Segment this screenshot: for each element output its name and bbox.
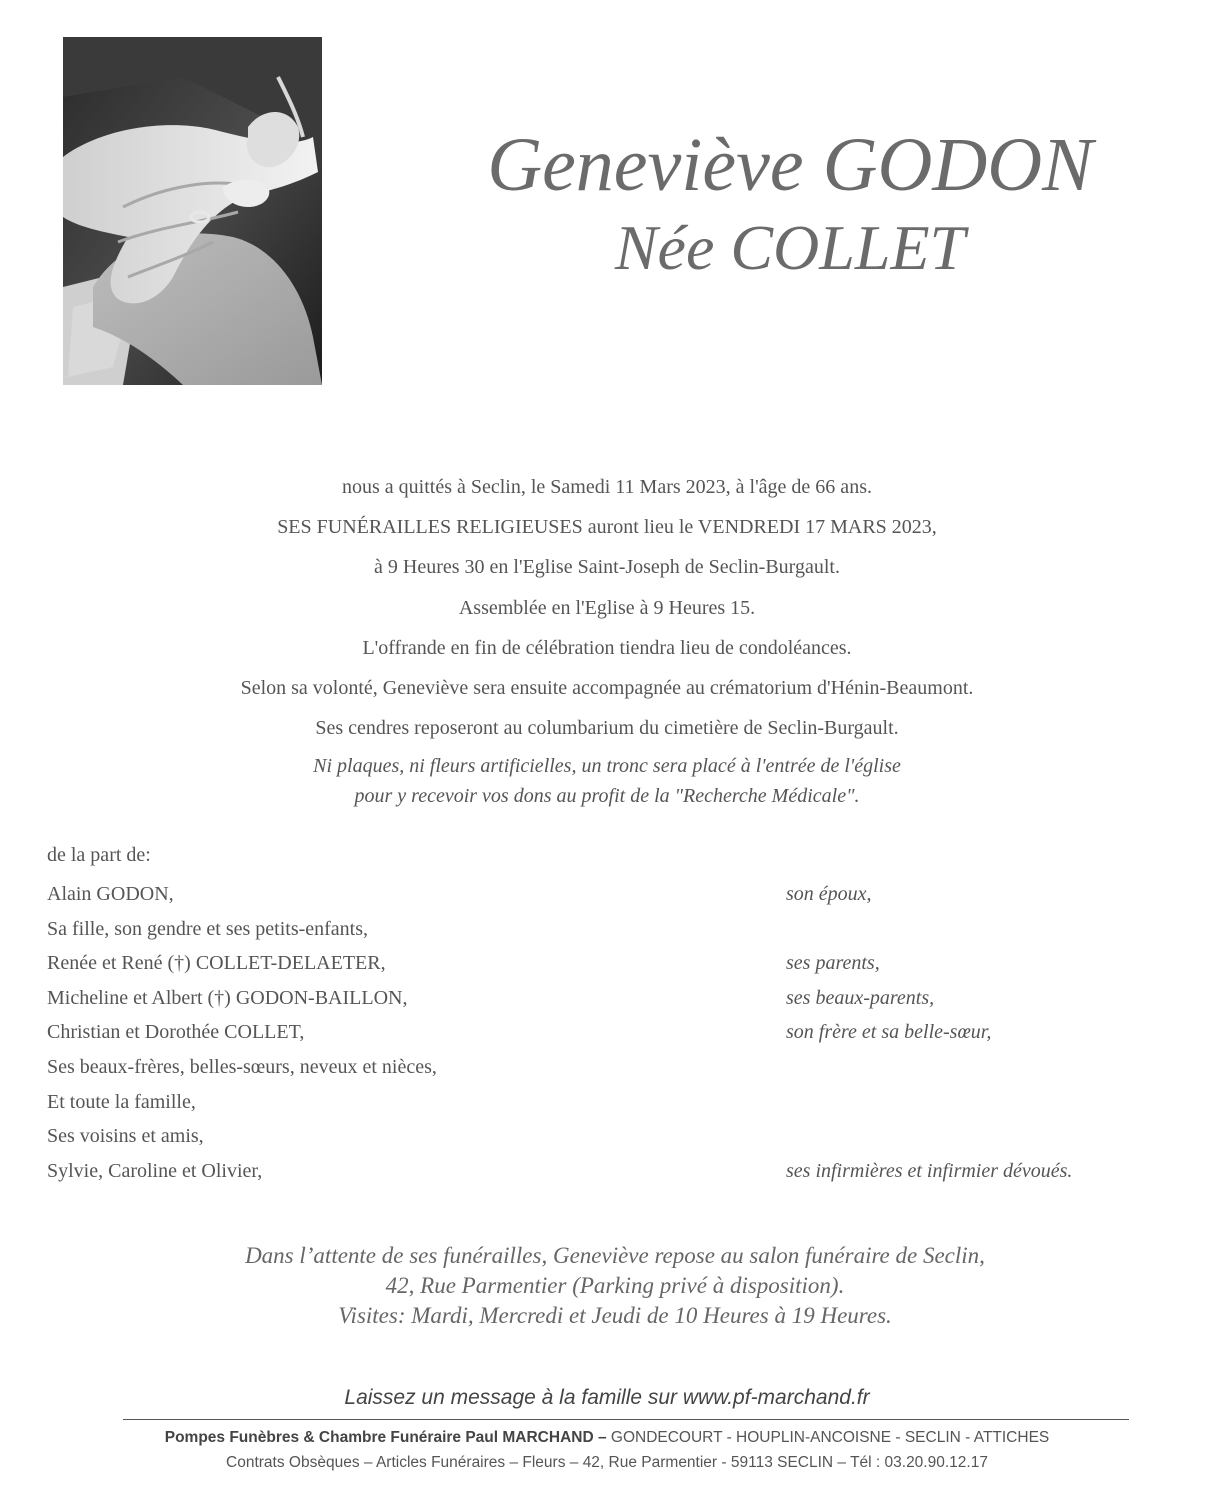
- announcement-line: Assemblée en l'Eglise à 9 Heures 15.: [458, 596, 756, 619]
- announcement-line: Ses cendres reposeront au columbarium du cimetière de Seclin-Burgault.: [315, 717, 899, 740]
- footer-company: [0, 1426, 1214, 1450]
- visitation-line: Dans l’attente de ses funérailles, Geneviève repose au salon funéraire de Seclin,: [245, 1243, 985, 1268]
- announcement-line: SES FUNÉRAILLES RELIGIEUSES auront lieu le VENDREDI 17 MARS 2023,: [277, 516, 937, 539]
- member-name: Sylvie, Caroline et Olivier,: [47, 1159, 263, 1182]
- member-name: Et toute la famille,: [47, 1090, 196, 1113]
- footer-divider: [123, 1419, 1129, 1420]
- member-name: Ses beaux-frères, belles-sœurs, neveux et nièces,: [47, 1055, 437, 1078]
- deceased-name: Geneviève GODON: [487, 123, 1093, 207]
- family-member-row: [47, 1085, 1167, 1120]
- member-name: Ses voisins et amis,: [47, 1125, 204, 1148]
- member-name: Christian et Dorothée COLLET,: [47, 1021, 305, 1044]
- member-name: Micheline et Albert (†) GODON-BAILLON,: [47, 986, 408, 1009]
- family-member-row: [47, 1119, 1167, 1154]
- announcement-line: à 9 Heures 30 en l'Eglise Saint-Joseph de Seclin-Burgault.: [374, 556, 840, 579]
- family-member-row: [47, 877, 1167, 912]
- visitation-line: Visites: Mardi, Mercredi et Jeudi de 10 Heures à 19 Heures.: [338, 1303, 892, 1328]
- member-relation: ses infirmières et infirmier dévoués.: [786, 1159, 1073, 1182]
- announcement-line: Selon sa volonté, Geneviève sera ensuite accompagnée au crématorium d'Hénin-Beaumont.: [240, 676, 974, 699]
- donation-note: Ni plaques, ni fleurs artificielles, un tronc sera placé à l'entrée de l'église: [313, 755, 901, 778]
- member-relation: ses parents,: [786, 952, 880, 975]
- company-name: Pompes Funèbres & Chambre Funéraire Paul MARCHAND –: [164, 1429, 607, 1446]
- company-locations: GONDECOURT - HOUPLIN-ANCOISNE - SECLIN - ATTICHES: [606, 1429, 1050, 1446]
- member-relation: son époux,: [786, 883, 872, 905]
- visitation-line: 42, Rue Parmentier (Parking privé à disposition).: [385, 1273, 845, 1298]
- family-member-row: [47, 1050, 1167, 1085]
- family-member-row: [47, 1154, 1167, 1189]
- member-relation: son frère et sa belle-sœur,: [786, 1021, 992, 1044]
- member-relation: ses beaux-parents,: [786, 986, 935, 1009]
- member-name: Sa fille, son gendre et ses petits-enfants,: [47, 917, 369, 940]
- member-name: Renée et René (†) COLLET-DELAETER,: [47, 952, 386, 975]
- member-name: Alain GODON,: [47, 883, 174, 905]
- announcement-line: nous a quittés à Seclin, le Samedi 11 Mars 2023, à l'âge de 66 ans.: [342, 476, 872, 498]
- family-member-row: [47, 912, 1167, 947]
- announcement: [0, 470, 1214, 811]
- message-link[interactable]: Laissez un message à la famille sur www.pf-marchand.fr: [344, 1386, 870, 1409]
- family-member-row: [47, 946, 1167, 981]
- donation-note: pour y recevoir vos dons au profit de la "Recherche Médicale".: [354, 785, 860, 808]
- holding-hands-photo-icon: [63, 37, 322, 385]
- family-member-row: [47, 981, 1167, 1016]
- family-list: [47, 840, 1167, 1188]
- family-member-row: [47, 1015, 1167, 1050]
- visitation-info: [0, 1241, 1214, 1331]
- announcement-line: L'offrande en fin de célébration tiendra lieu de condoléances.: [362, 636, 852, 659]
- footer-services: Contrats Obsèques – Articles Funéraires – Fleurs – 42, Rue Parmentier - 59113 SECLIN – Tél : 03.20.90.12.17: [226, 1454, 988, 1471]
- maiden-name: Née COLLET: [614, 212, 966, 283]
- family-intro: de la part de:: [47, 844, 151, 866]
